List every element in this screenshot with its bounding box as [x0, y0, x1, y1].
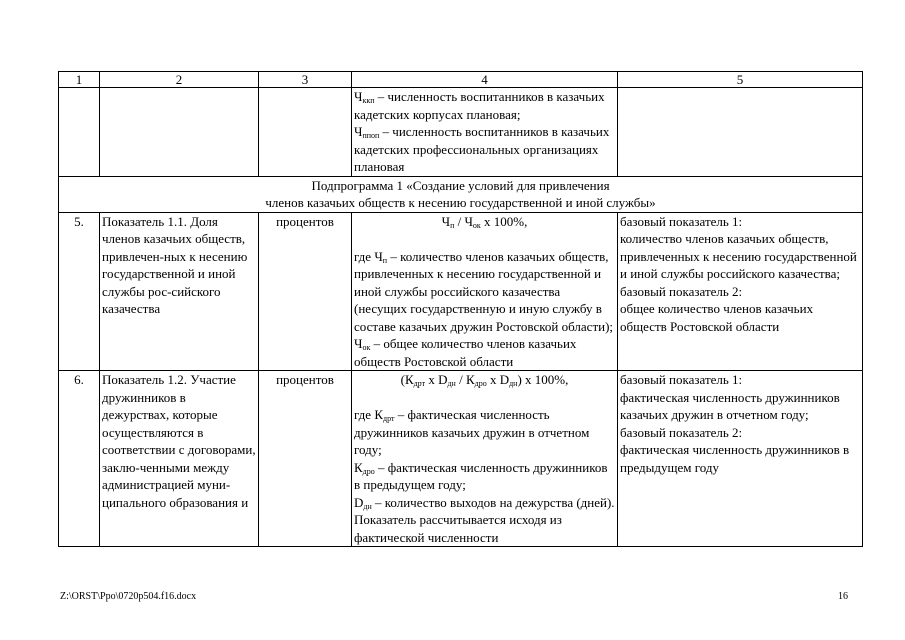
- column-number-row: [59, 72, 863, 88]
- row-number: 5.: [59, 212, 100, 371]
- column-number: 4: [352, 72, 618, 88]
- column-number: 3: [259, 72, 352, 88]
- continuation-row: [59, 88, 863, 177]
- unit-of-measure: процентов: [259, 371, 352, 547]
- empty-cell: [100, 88, 259, 177]
- subprogram-title: Подпрограмма 1 «Создание условий для привлечения членов казачьих обществ к несению государственной и иной службы»: [59, 176, 863, 212]
- definition-chok: $Ч_{ок}$ – общее количество членов казачьих обществ Ростовской области: [354, 336, 577, 369]
- calculation-method: [352, 371, 618, 547]
- page-number: 16: [838, 591, 848, 602]
- subprogram-row: [59, 176, 863, 212]
- formula: ($К_{дрт}$ х $D_{дн} / К_{дро}$ х $D_{дн}$) х 100%,: [400, 372, 569, 388]
- empty-cell: [618, 88, 863, 177]
- column-number: 5: [618, 72, 863, 88]
- base-indicators: базовый показатель 1: фактическая численность дружинников казачьих дружин в отчетном году; базовый показатель 2: фактическая численность дружинников в предыдущем году: [618, 371, 863, 547]
- definition-chp: где $Ч_п$ – количество членов казачьих обществ, привлеченных к несению государственной и иной службы российского казачества (несущих государственную и иную службу в составе казачьих дружин Ростовской области);: [354, 248, 614, 334]
- indicator-row-6: [59, 371, 863, 547]
- indicator-name: Показатель 1.2. Участие дружинников в дежурствах, которые осуществляются в соответствии с договорами, заклю-ченными между администрацией муни-ципального образования и: [100, 371, 259, 547]
- definition-kdrt: где $К_{дрт}$ – фактическая численность дружинников казачьих дружин в отчетном году;: [354, 407, 590, 457]
- column-number: 1: [59, 72, 100, 88]
- base-indicators: базовый показатель 1: количество членов казачьих обществ, привлеченных к несению государственной и иной службы российского казачества; базовый показатель 2: общее количество членов казачьих обществ Ростовской области: [618, 212, 863, 371]
- row-number: 6.: [59, 371, 100, 547]
- indicator-row-5: [59, 212, 863, 371]
- empty-cell: [59, 88, 100, 177]
- footer-file-path: Z:\ORST\Ppo\0720p504.f16.docx: [60, 591, 197, 602]
- definition-kdro: $К_{дро}$ – фактическая численность дружинников в предыдущем году;: [354, 459, 608, 492]
- formula-definitions-cell: [352, 88, 618, 177]
- empty-cell: [259, 88, 352, 177]
- indicator-table: [58, 71, 863, 547]
- indicator-name: Показатель 1.1. Доля членов казачьих обществ, привлечен-ных к несению государственной и иной службы рос-сийского казачества: [100, 212, 259, 371]
- formula: $Ч_п / Ч_{ок}$ х 100%,: [441, 213, 528, 230]
- definition-chkkp: $Ч_{ккп}$ – численность воспитанников в казачьих кадетских корпусах плановая;: [354, 89, 605, 122]
- calculation-method: [352, 212, 618, 371]
- column-number: 2: [100, 72, 259, 88]
- definition-ddn: $D_{дн}$ – количество выходов на дежурства (дней). Показатель рассчитывается исходя из фактической численности: [354, 494, 615, 545]
- unit-of-measure: процентов: [259, 212, 352, 371]
- definition-chppop: $Ч_{ппоп}$ – численность воспитанников в казачьих кадетских профессиональных организациях плановая: [354, 124, 610, 174]
